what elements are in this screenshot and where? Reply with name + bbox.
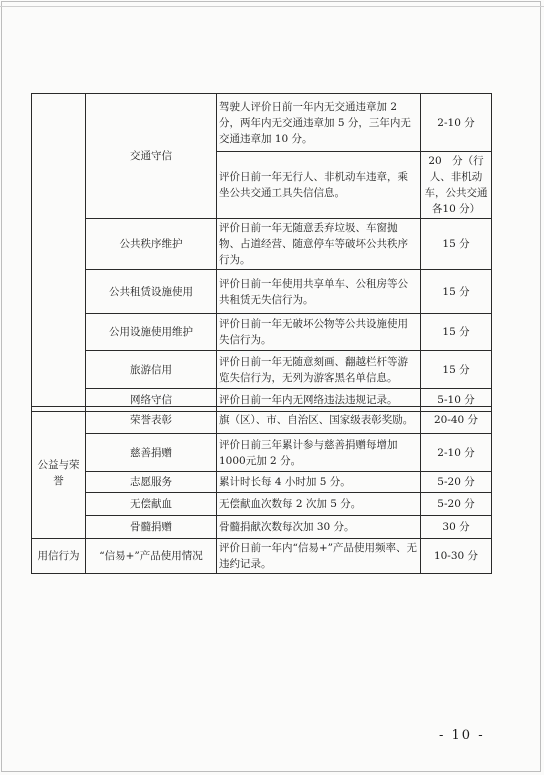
item-score: 2-10 分 <box>421 434 492 472</box>
item-name: 网络守信 <box>86 389 217 412</box>
item-score: 15 分 <box>421 270 492 314</box>
item-name: 无偿献血 <box>86 493 217 516</box>
credit-scoring-table-lower <box>31 406 492 574</box>
item-description: 评价日前一年无行人、非机动车违章，乘坐公共交通工具失信信息。 <box>217 152 421 219</box>
item-score: 5-20 分 <box>421 472 492 493</box>
table-row <box>32 407 492 434</box>
table-row <box>32 472 492 493</box>
category-cell: 用信行为 <box>32 539 86 574</box>
item-description: 无偿献血次数每 2 次加 5 分。 <box>217 493 421 516</box>
category-cell-empty <box>32 94 86 412</box>
item-description: 评价日前一年无随意刻画、翻越栏杆等游览失信行为，无列为游客黑名单信息。 <box>217 351 421 389</box>
item-name: 交通守信 <box>86 94 217 219</box>
item-name: 荣誉表彰 <box>86 407 217 434</box>
table-row <box>32 94 492 152</box>
item-score: 10-30 分 <box>421 539 492 574</box>
item-description: 驾驶人评价日前一年内无交通违章加 2 分，两年内无交通违章加 5 分，三年内无交通违章加 10 分。 <box>217 94 421 152</box>
item-score: 2-10 分 <box>421 94 492 152</box>
item-score: 20 分（行人、非机动车，公共交通各10 分） <box>421 152 492 219</box>
item-description: 评价日前一年使用共享单车、公租房等公共租赁无失信行为。 <box>217 270 421 314</box>
item-description: 评价日前一年内无网络违法违规记录。 <box>217 389 421 412</box>
table-row <box>32 539 492 574</box>
table-row <box>32 270 492 314</box>
item-name: 骨髓捐赠 <box>86 516 217 539</box>
item-description: 评价日前一年无破坏公物等公共设施使用失信行为。 <box>217 314 421 351</box>
table-row <box>32 516 492 539</box>
table-row <box>32 351 492 389</box>
item-name: 公共秩序维护 <box>86 219 217 270</box>
item-name: 慈善捐赠 <box>86 434 217 472</box>
item-description: 评价日前一年无随意丢弃垃圾、车窗抛物、占道经营、随意停车等破坏公共秩序行为。 <box>217 219 421 270</box>
scan-edge-line <box>0 6 544 7</box>
item-name: 旅游信用 <box>86 351 217 389</box>
table-row <box>32 219 492 270</box>
item-description: 评价日前三年累计参与慈善捐赠每增加 1000元加 2 分。 <box>217 434 421 472</box>
item-score: 15 分 <box>421 219 492 270</box>
item-name: 公用设施使用维护 <box>86 314 217 351</box>
table-row <box>32 314 492 351</box>
item-description: 评价日前一年内“信易+”产品使用频率、无违约记录。 <box>217 539 421 574</box>
table-row <box>32 493 492 516</box>
item-score: 30 分 <box>421 516 492 539</box>
item-description: 旗（区）、市、自治区、国家级表彰奖励。 <box>217 407 421 434</box>
credit-scoring-table <box>31 93 492 412</box>
item-description: 累计时长每 4 小时加 5 分。 <box>217 472 421 493</box>
item-score: 5-20 分 <box>421 493 492 516</box>
item-score: 20-40 分 <box>421 407 492 434</box>
page-number: - 10 - <box>439 728 485 743</box>
category-cell: 公益与荣誉 <box>32 407 86 539</box>
table-row <box>32 434 492 472</box>
item-score: 15 分 <box>421 351 492 389</box>
item-description: 骨髓捐献次数每次加 30 分。 <box>217 516 421 539</box>
item-name: “信易+”产品使用情况 <box>86 539 217 574</box>
item-name: 公共租赁设施使用 <box>86 270 217 314</box>
item-score: 15 分 <box>421 314 492 351</box>
item-score: 5-10 分 <box>421 389 492 412</box>
item-name: 志愿服务 <box>86 472 217 493</box>
